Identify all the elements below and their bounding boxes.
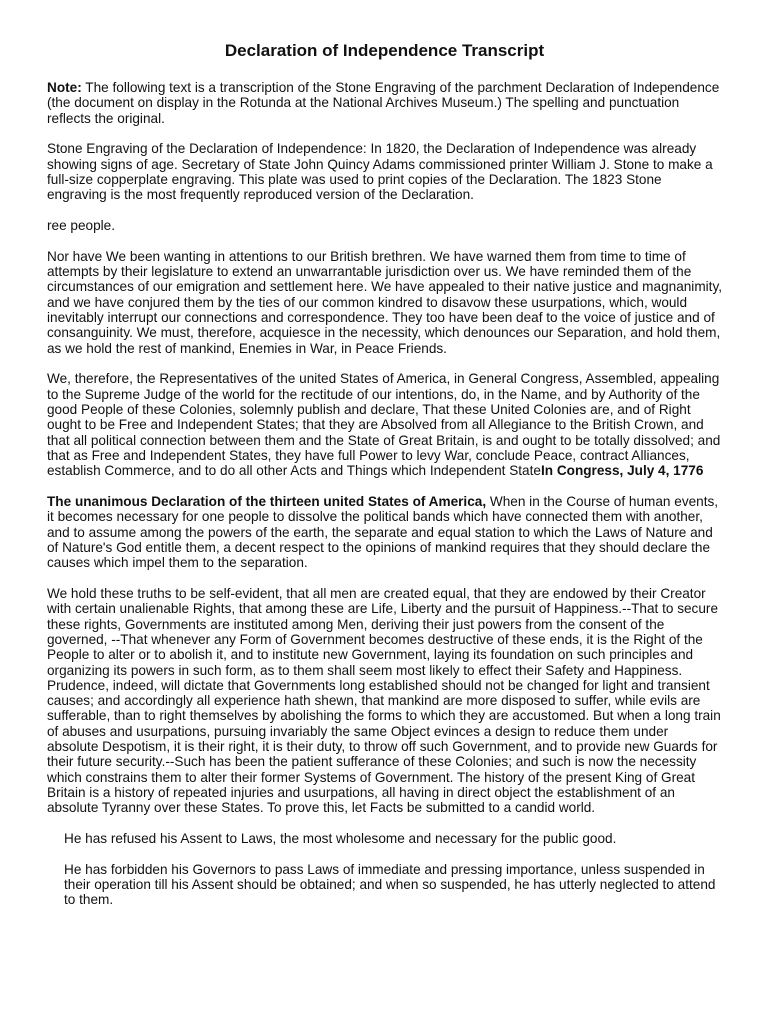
document-page: [47, 40, 722, 923]
representatives-paragraph: [47, 371, 722, 478]
representatives-text: We, therefore, the Representatives of the united States of America, in General Congress, Assembled, appealing to the Supreme Judge of the world for the rectitude of our intentions, do, in the Name, and by Authority of the good People of these Colonies, solemnly publish and declare, That these United Colonies are, and of Right ought to be Free and Independent States; that they are Absolved from all Allegiance to the British Crown, and that all political connection between them and the State of Great Britain, is and ought to be totally dissolved; and that as Free and Independent States, they have full Power to levy War, conclude Peace, contract Alliances, establish Commerce, and to do all other Acts and Things which Independent State: [47, 371, 721, 479]
unanimous-paragraph: [47, 494, 722, 570]
congress-date: In Congress, July 4, 1776: [540, 463, 704, 479]
note-paragraph: [47, 80, 722, 126]
fragment-paragraph: ree people.: [47, 218, 116, 234]
truths-paragraph: We hold these truths to be self-evident, that all men are created equal, that they are endowed by their Creator with certain unalienable Rights, that among these are Life, Liberty and the pursuit of Happiness.--That to secure these rights, Governments are instituted among Men, deriving their just powers from the consent of the governed, --That whenever any Form of Government becomes destructive of these ends, it is the Right of the People to alter or to abolish it, and to institute new Government, laying its foundation on such principles and organizing its powers in such form, as to them shall seem most likely to effect their Safety and Happiness. Prudence, indeed, will dictate that Governments long established should not be changed for light and transient causes; and accordingly all experience hath shewn, that mankind are more disposed to suffer, while evils are sufferable, than to right themselves by abolishing the forms to which they are accustomed. But when a long train of abuses and usurpations, pursuing invariably the same Object evinces a design to reduce them under absolute Despotism, it is their right, it is their duty, to throw off such Government, and to provide new Guards for their future security.--Such has been the patient sufferance of these Colonies; and such is now the necessity which constrains them to alter their former Systems of Government. The history of the present King of Great Britain is a history of repeated injuries and usurpations, all having in direct object the establishment of an absolute Tyranny over these States. To prove this, let Facts be submitted to a candid world.: [47, 586, 721, 816]
note-text: The following text is a transcription of the Stone Engraving of the parchment Declaration of Independence (the document on display in the Rotunda at the National Archives Museum.) The spelling and punctuation reflects the original.: [47, 80, 720, 126]
unanimous-text: When in the Course of human events, it becomes necessary for one people to dissolve the political bands which have connected them with another, and to assume among the powers of the earth, the separate and equal station to which the Laws of Nature and of Nature's God entitle them, a decent respect to the opinions of mankind requires that they should declare the causes which impel them to the separation.: [47, 494, 719, 571]
grievance-paragraph: He has forbidden his Governors to pass Laws of immediate and pressing importance, unless suspended in their operation till his Assent should be obtained; and when so suspended, he has utterly neglected to attend to them.: [64, 861, 716, 908]
page-title: Declaration of Independence Transcript: [224, 41, 545, 60]
grievance-paragraph: He has refused his Assent to Laws, the most wholesome and necessary for the public good.: [64, 830, 617, 846]
unanimous-heading: The unanimous Declaration of the thirteen united States of America,: [47, 494, 487, 510]
note-label: Note:: [47, 80, 82, 95]
stone-engraving-paragraph: Stone Engraving of the Declaration of Independence: In 1820, the Declaration of Independence was already showing signs of age. Secretary of State John Quincy Adams commissioned printer William J. Stone to make a full-size copperplate engraving. This plate was used to print copies of the Declaration. The 1823 Stone engraving is the most frequently reproduced version of the Declaration.: [47, 141, 713, 203]
brethren-paragraph: Nor have We been wanting in attentions to our British brethren. We have warned them from time to time of attempts by their legislature to extend an unwarrantable jurisdiction over us. We have reminded them of the circumstances of our emigration and settlement here. We have appealed to their native justice and magnanimity, and we have conjured them by the ties of our common kindred to disavow these usurpations, which, would inevitably interrupt our connections and correspondence. They too have been deaf to the voice of justice and of consanguinity. We must, therefore, acquiesce in the necessity, which denounces our Separation, and hold them, as we hold the rest of mankind, Enemies in War, in Peace Friends.: [47, 248, 723, 356]
